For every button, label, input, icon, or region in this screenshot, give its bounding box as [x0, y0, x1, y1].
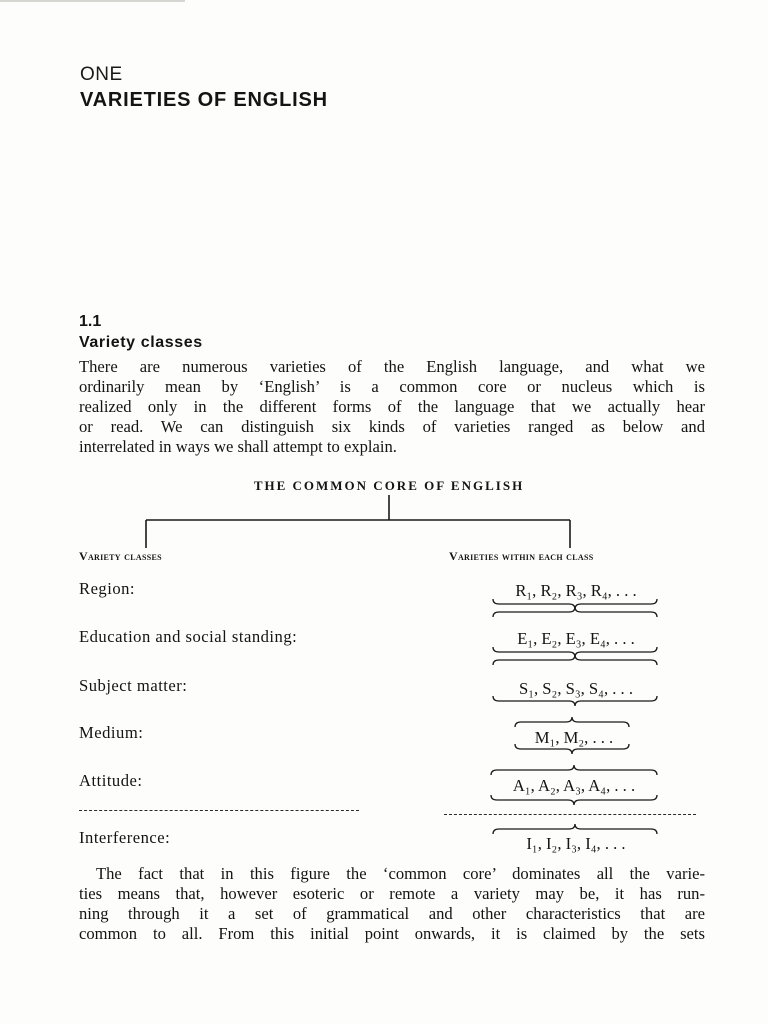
row-value-subject-matter: S₁, S₂, S₃, S₄, . . .: [519, 679, 633, 698]
row-value-region: R₁, R₂, R₃, R₄, . . .: [515, 581, 637, 600]
paragraph-line: ning through it a set of grammatical and other characteristics that are: [79, 904, 705, 923]
row-value-medium: M₁, M₂, . . .: [534, 728, 614, 747]
brace-mark-9: [493, 824, 657, 834]
paragraph-line: ordinarily mean by ‘English’ is a common core or nucleus which is: [79, 377, 705, 396]
row-value-education: E₁, E₂, E₃, E₄, . . .: [517, 629, 635, 648]
paragraph-line: realized only in the different forms of the language that we actually hear: [79, 397, 705, 416]
chapter-number: ONE: [80, 64, 123, 85]
paragraph-line: common to all. From this initial point onwards, it is claimed by the sets: [79, 924, 705, 943]
brace-mark-5: [515, 717, 629, 727]
paragraph-line: interrelated in ways we shall attempt to explain.: [79, 437, 397, 456]
chapter-title: VARIETIES OF ENGLISH: [80, 89, 328, 111]
brace-mark-3: [493, 655, 657, 665]
right-dashed-divider: [444, 814, 696, 815]
paragraph-line: There are numerous varieties of the English language, and what we: [79, 357, 705, 376]
paragraph-line: or read. We can distinguish six kinds of varieties ranged as below and: [79, 417, 705, 436]
left-dashed-divider: [79, 810, 359, 811]
row-label-region: Region:: [79, 579, 136, 598]
brace-mark-7: [491, 765, 657, 775]
paragraph-line: The fact that in this figure the ‘common core’ dominates all the varie-: [96, 864, 705, 883]
section-title: Variety classes: [79, 334, 203, 351]
variety-classes-heading: Variety classes: [79, 549, 162, 563]
row-value-interference: I₁, I₂, I₃, I₄, . . .: [526, 834, 626, 853]
brace-mark-1: [493, 607, 657, 617]
closing-paragraph: [79, 864, 705, 944]
row-label-medium: Medium:: [79, 723, 144, 742]
varieties-within-class-heading: Varieties within each class: [449, 549, 594, 563]
diagram-title: THE COMMON CORE OF ENGLISH: [253, 478, 525, 493]
row-label-education: Education and social standing:: [79, 627, 298, 646]
row-value-attitude: A₁, A₂, A₃, A₄, . . .: [512, 776, 636, 795]
row-label-attitude: Attitude:: [79, 771, 143, 790]
row-label-subject-matter: Subject matter:: [79, 676, 188, 695]
section-number: 1.1: [79, 313, 102, 330]
paragraph-line: ties means that, however esoteric or remote a variety may be, it has run-: [79, 884, 705, 903]
row-label-interference: Interference:: [79, 828, 171, 847]
brace-mark-8: [491, 795, 657, 805]
